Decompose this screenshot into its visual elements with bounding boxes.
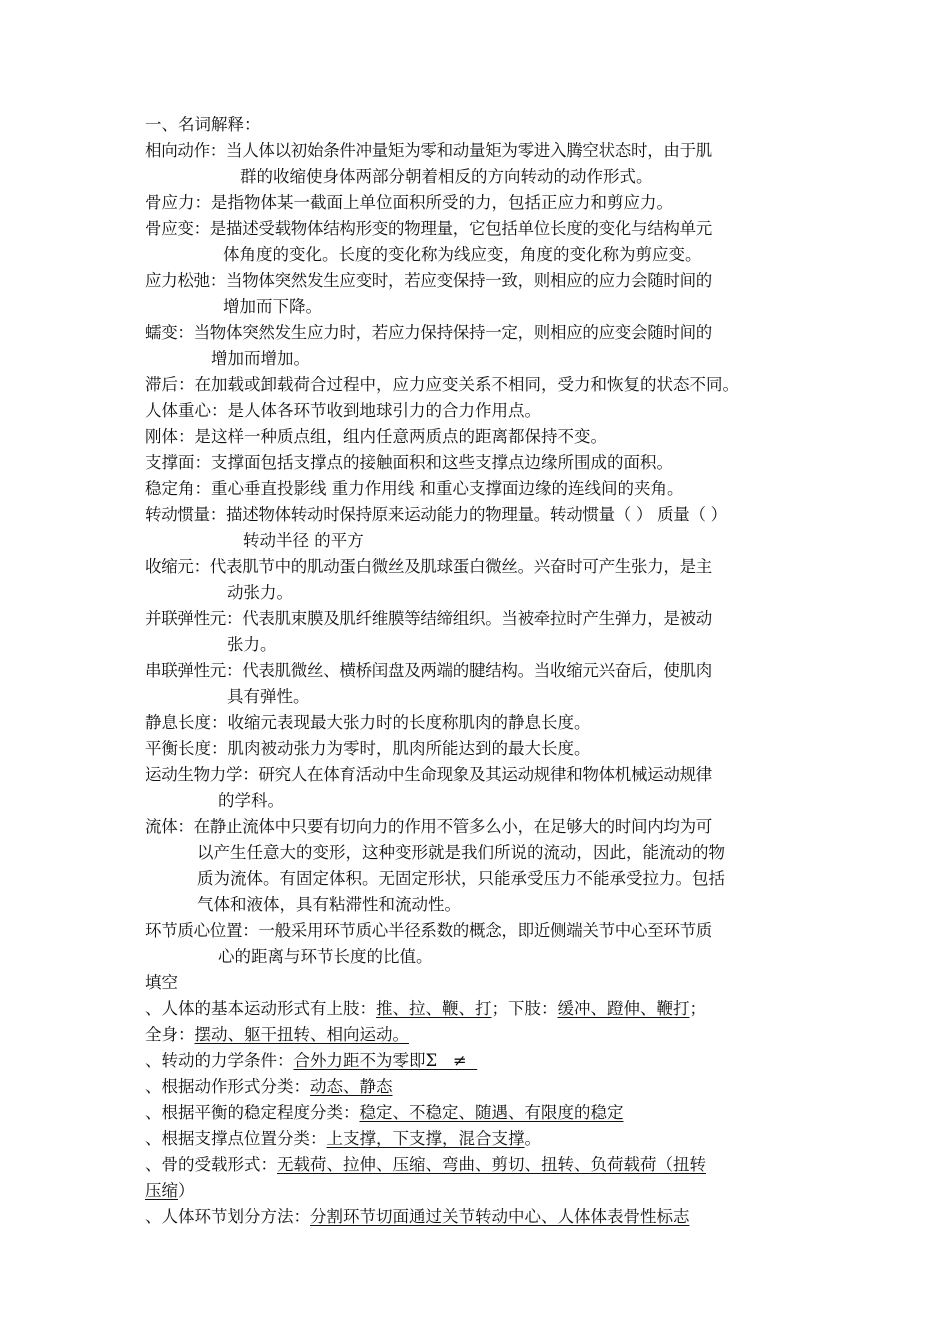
definition-line: 应力松弛：当物体突然发生应变时，若应变保持一致，则相应的应力会随时间的 xyxy=(145,271,713,290)
q1-end: ； xyxy=(689,999,706,1018)
definition-continuation: 张力。 xyxy=(227,635,277,654)
definition-line: 骨应力：是指物体某一截面上单位面积所受的力，包括正应力和剪应力。 xyxy=(145,193,673,212)
document-page xyxy=(145,112,815,1230)
section-title: 一、名词解释： xyxy=(145,115,261,134)
q1-answer-whole: 摆动、躯干扭转、相向运动。 xyxy=(194,1025,409,1044)
definition-line: 平衡长度：肌肉被动张力为零时，肌肉所能达到的最大长度。 xyxy=(145,739,591,758)
definition-line: 刚体：是这样一种质点组，组内任意两质点的距离都保持不变。 xyxy=(145,427,607,446)
definition-line: 转动惯量：描述物体转动时保持原来运动能力的物理量。转动惯量（ ） 质量（ ） xyxy=(145,505,727,524)
definition-continuation: 具有弹性。 xyxy=(227,687,310,706)
definition-continuation: 群的收缩使身体两部分朝着相反的方向转动的动作形式。 xyxy=(240,167,653,186)
definition-line: 支撑面：支撑面包括支撑点的接触面积和这些支撑点边缘所围成的面积。 xyxy=(145,453,673,472)
definition-line: 串联弹性元：代表肌微丝、横桥闰盘及两端的腱结构。当收缩元兴奋后，使肌肉 xyxy=(145,661,713,680)
q4-answer: 稳定、不稳定、随遇、有限度的稳定 xyxy=(359,1103,624,1122)
definition-line: 环节质心位置：一般采用环节质心半径系数的概念，即近侧端关节中心至环节质 xyxy=(145,921,713,940)
q5-end: 。 xyxy=(524,1129,541,1148)
fill-item-1-cont xyxy=(145,1022,815,1048)
fill-item-3 xyxy=(145,1074,815,1100)
q6-answer: 无载荷、拉伸、压缩、弯曲、剪切、扭转、负荷载荷（扭转 xyxy=(277,1155,706,1174)
q3-answer: 动态、静态 xyxy=(310,1077,393,1096)
fill-section-title: 填空 xyxy=(145,973,178,992)
fill-item-4 xyxy=(145,1100,815,1126)
definition-continuation: 转动半径 的平方 xyxy=(243,531,364,550)
definition-continuation: 气体和液体，具有粘滞性和流动性。 xyxy=(197,895,461,914)
definition-continuation: 增加而下降。 xyxy=(223,297,322,316)
fill-item-5 xyxy=(145,1126,815,1152)
q4-prefix: 、根据平衡的稳定程度分类： xyxy=(145,1103,360,1122)
q5-answer: 上支撑，下支撑，混合支撑 xyxy=(326,1129,525,1148)
definitions-list xyxy=(145,138,815,970)
q1-mid: ；下肢： xyxy=(491,999,558,1018)
definition-line: 运动生物力学：研究人在体育活动中生命现象及其运动规律和物体机械运动规律 xyxy=(145,765,713,784)
definition-line: 蠕变：当物体突然发生应力时，若应力保持保持一定，则相应的应变会随时间的 xyxy=(145,323,713,342)
q1-prefix: 、人体的基本运动形式有上肢： xyxy=(145,999,376,1018)
definition-continuation: 心的距离与环节长度的比值。 xyxy=(218,947,433,966)
definition-line: 滞后：在加载或卸载荷合过程中，应力应变关系不相同，受力和恢复的状态不同。 xyxy=(145,375,739,394)
q6-end: ） xyxy=(178,1181,195,1200)
definition-continuation: 体角度的变化。长度的变化称为线应变，角度的变化称为剪应变。 xyxy=(223,245,702,264)
fill-item-7 xyxy=(145,1204,815,1230)
q6-answer-cont: 压缩 xyxy=(145,1181,178,1200)
q1-answer-lower: 缓冲、蹬伸、鞭打 xyxy=(557,999,690,1018)
q7-answer: 分割环节切面通过关节转动中心、人体体表骨性标志 xyxy=(310,1207,690,1226)
q5-prefix: 、根据支撑点位置分类： xyxy=(145,1129,327,1148)
definition-continuation: 动张力。 xyxy=(227,583,293,602)
definition-continuation: 的学科。 xyxy=(218,791,284,810)
definition-line: 收缩元：代表肌节中的肌动蛋白微丝及肌球蛋白微丝。兴奋时可产生张力，是主 xyxy=(145,557,713,576)
definition-continuation: 增加而增加。 xyxy=(211,349,310,368)
q6-prefix: 、骨的受载形式： xyxy=(145,1155,277,1174)
q7-prefix: 、人体环节划分方法： xyxy=(145,1207,310,1226)
fill-item-2 xyxy=(145,1048,815,1074)
q1b-prefix: 全身： xyxy=(145,1025,195,1044)
definition-line: 人体重心：是人体各环节收到地球引力的合力作用点。 xyxy=(145,401,541,420)
definition-line: 相向动作：当人体以初始条件冲量矩为零和动量矩为零进入腾空状态时，由于肌 xyxy=(145,141,713,160)
definition-line: 流体：在静止流体中只要有切向力的作用不管多么小，在足够大的时间内均为可 xyxy=(145,817,713,836)
definition-line: 并联弹性元：代表肌束膜及肌纤维膜等结缔组织。当被牵拉时产生弹力，是被动 xyxy=(145,609,713,628)
definition-continuation: 以产生任意大的变形，这种变形就是我们所说的流动，因此，能流动的物 xyxy=(197,843,725,862)
definition-line: 骨应变：是描述受载物体结构形变的物理量，它包括单位长度的变化与结构单元 xyxy=(145,219,713,238)
q3-prefix: 、根据动作形式分类： xyxy=(145,1077,310,1096)
definition-continuation: 质为流体。有固定体积。无固定形状，只能承受压力不能承受拉力。包括 xyxy=(197,869,725,888)
fill-item-1 xyxy=(145,996,815,1022)
q2-answer: 合外力距不为零即Σ ≠ xyxy=(293,1051,478,1070)
fill-item-6-cont xyxy=(145,1178,815,1204)
definition-line: 稳定角：重心垂直投影线 重力作用线 和重心支撑面边缘的连线间的夹角。 xyxy=(145,479,684,498)
q1-answer-upper: 推、拉、鞭、打 xyxy=(376,999,492,1018)
definition-line: 静息长度：收缩元表现最大张力时的长度称肌肉的静息长度。 xyxy=(145,713,591,732)
fill-item-6 xyxy=(145,1152,815,1178)
q2-prefix: 、转动的力学条件： xyxy=(145,1051,294,1070)
